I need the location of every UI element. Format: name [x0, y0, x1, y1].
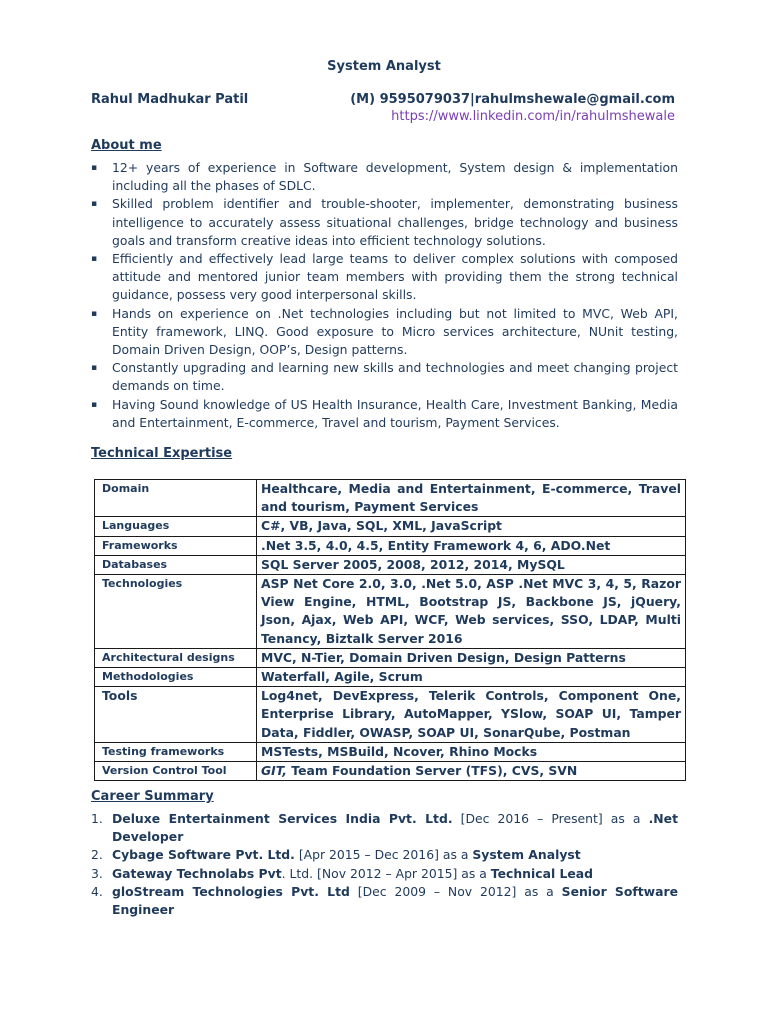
table-key: Methodologies: [95, 668, 257, 687]
about-item-text: Constantly upgrading and learning new skills and technologies and meet changing project demands on time.: [112, 360, 678, 394]
career-heading: Career Summary: [91, 789, 214, 804]
period-text: [Apr 2015 – Dec 2016] as a: [294, 847, 473, 863]
table-key: Architectural designs: [95, 648, 257, 667]
about-item-text: Skilled problem identifier and trouble-shooter, implementer, demonstrating business intelligence to accurately assess situational challenges, bridge technology and business goals and transform creative ideas into efficient technology solutions.: [112, 196, 678, 248]
table-key: Domain: [95, 480, 257, 517]
list-item: [91, 250, 678, 305]
company-name: gloStream Technologies Pvt. Ltd: [112, 883, 350, 899]
table-value: C#, VB, Java, SQL, XML, JavaScript: [257, 517, 686, 536]
linkedin-link[interactable]: https://www.linkedin.com/in/rahulmshewale: [391, 109, 675, 124]
bullet-icon: ▪: [91, 254, 98, 265]
role-text: Senior Software Engineer: [112, 883, 679, 918]
about-item-text: Having Sound knowledge of US Health Insurance, Health Care, Investment Banking, Media and Entertainment, E-commerce, Travel and tourism, Payment Services.: [112, 396, 678, 430]
company-name: Cybage Software Pvt. Ltd.: [112, 847, 295, 863]
bullet-icon: ▪: [91, 199, 98, 210]
role-text: Technical Lead: [490, 865, 594, 881]
table-key: Version Control Tool: [95, 762, 257, 781]
about-heading: About me: [91, 138, 162, 153]
technical-heading: Technical Expertise: [91, 446, 233, 461]
table-value: SQL Server 2005, 2008, 2012, 2014, MySQL: [257, 555, 686, 574]
technical-table: [94, 479, 686, 781]
table-value: MSTests, MSBuild, Ncover, Rhino Mocks: [257, 742, 686, 761]
about-item-text: 12+ years of experience in Software development, System design & implementation including all the phases of SDLC.: [112, 160, 678, 194]
list-item: [91, 396, 678, 432]
table-key: Languages: [95, 517, 257, 536]
table-row: [95, 668, 686, 687]
item-number: 3.: [91, 865, 103, 881]
table-row: [95, 517, 686, 536]
table-value: Log4net, DevExpress, Telerik Controls, Component One, Enterprise Library, AutoMapper, YSlow, SOAP UI, Tamper Data, Fiddler, OWASP, SOAP UI, SonarQube, Postman: [257, 687, 686, 743]
period-text: [Nov 2012 – Apr 2015] as a: [313, 865, 491, 881]
table-row: [95, 687, 686, 743]
company-name: Gateway Technolabs Pvt: [112, 865, 282, 881]
item-number: 1.: [91, 811, 103, 826]
role-text: System Analyst: [472, 847, 581, 863]
table-key: Frameworks: [95, 536, 257, 555]
table-row: [95, 555, 686, 574]
table-row: [95, 536, 686, 555]
list-item: [91, 359, 678, 395]
contact-info: (M) 9595079037|rahulmshewale@gmail.com: [350, 92, 675, 107]
table-key: Testing frameworks: [95, 742, 257, 761]
period-text: [Dec 2016 – Present] as a: [452, 811, 649, 826]
list-item: [91, 159, 678, 195]
table-value: [257, 762, 686, 781]
career-list: [91, 810, 678, 919]
company-suffix: . Ltd.: [281, 865, 314, 881]
table-value: Healthcare, Media and Entertainment, E-commerce, Travel and tourism, Payment Services: [257, 480, 686, 517]
list-item: [91, 195, 678, 250]
list-item: [91, 865, 678, 883]
list-item: [91, 305, 678, 360]
table-value: .Net 3.5, 4.0, 4.5, Entity Framework 4, 6, ADO.Net: [257, 536, 686, 555]
bullet-icon: ▪: [91, 399, 98, 410]
bullet-icon: ▪: [91, 308, 98, 319]
table-key: Technologies: [95, 575, 257, 649]
page-title: System Analyst: [327, 59, 441, 74]
role-text: .Net Developer: [112, 811, 678, 845]
bullet-icon: ▪: [91, 363, 98, 374]
table-row: [95, 742, 686, 761]
list-item: [91, 810, 678, 846]
bullet-icon: ▪: [91, 163, 98, 173]
table-value: Waterfall, Agile, Scrum: [257, 668, 686, 687]
table-row: [95, 762, 686, 781]
candidate-name: Rahul Madhukar Patil: [91, 92, 249, 107]
table-value: MVC, N-Tier, Domain Driven Design, Design Patterns: [257, 648, 686, 667]
item-number: 4.: [91, 883, 103, 899]
table-value: ASP Net Core 2.0, 3.0, .Net 5.0, ASP .Net MVC 3, 4, 5, Razor View Engine, HTML, Bootstrap JS, Backbone JS, jQuery, Json, Ajax, Web API, WCF, Web services, SSO, LDAP, Multi Tenancy, Biztalk Server 2016: [257, 575, 686, 649]
list-item: [91, 883, 678, 919]
table-key: Databases: [95, 555, 257, 574]
table-value-rest: Team Foundation Server (TFS), CVS, SVN: [286, 763, 578, 779]
table-value-italic: GIT,: [261, 763, 287, 779]
table-row: [95, 575, 686, 649]
period-text: [Dec 2009 – Nov 2012] as a: [349, 883, 562, 899]
about-list: [91, 159, 678, 432]
list-item: [91, 846, 678, 864]
table-key: Tools: [95, 687, 257, 743]
table-row: [95, 648, 686, 667]
about-item-text: Efficiently and effectively lead large teams to deliver complex solutions with composed attitude and mentored junior team members with providing them the strong technical guidance, possess very good interpersonal skills.: [112, 251, 678, 303]
table-row: [95, 480, 686, 517]
company-name: Deluxe Entertainment Services India Pvt. Ltd.: [112, 811, 453, 826]
item-number: 2.: [91, 847, 103, 863]
about-item-text: Hands on experience on .Net technologies including but not limited to MVC, Web API, Entity framework, LINQ. Good exposure to Micro services architecture, NUnit testing, Domain Driven Design, OOP’s, Design patterns.: [112, 305, 678, 358]
